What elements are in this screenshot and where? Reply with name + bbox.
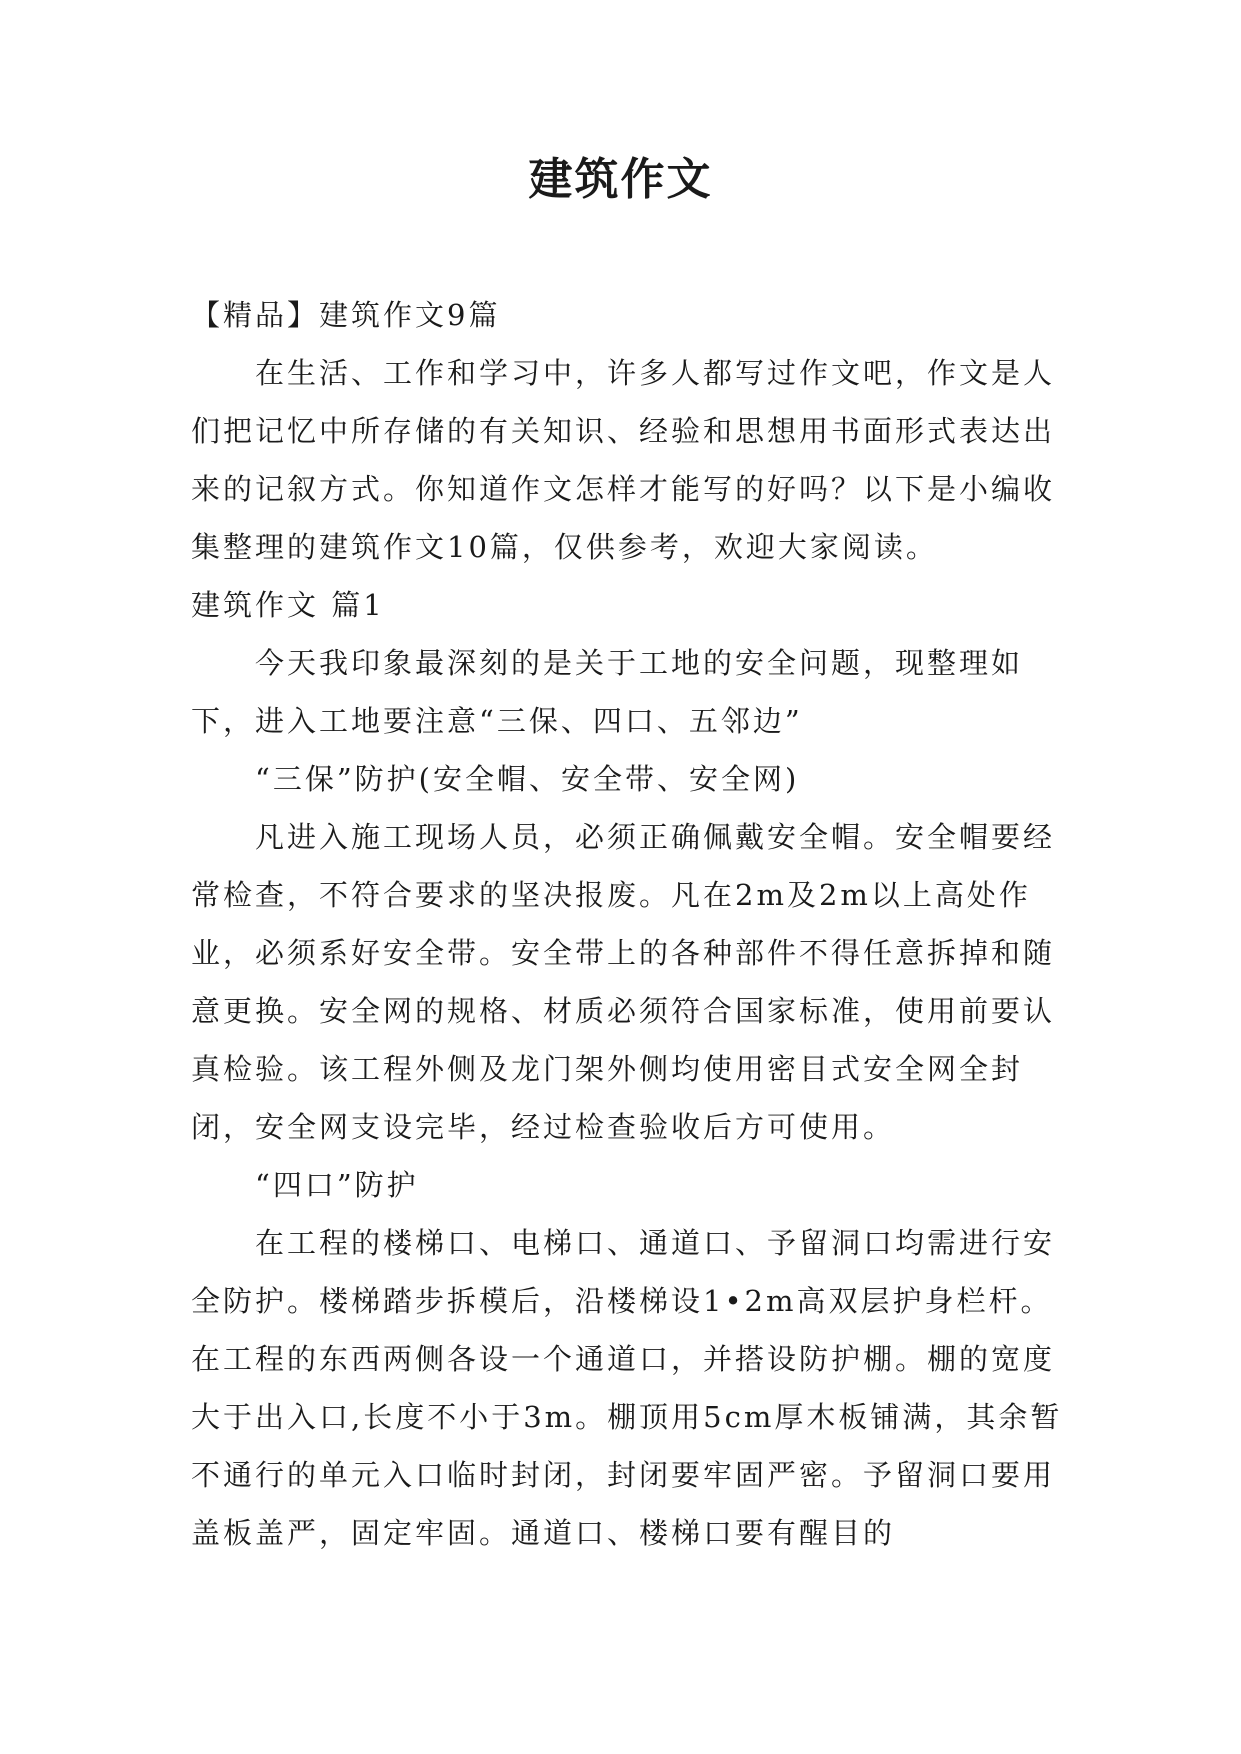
paragraph-four-openings: 在工程的楼梯口、电梯口、通道口、予留洞口均需进行安全防护。楼梯踏步拆模后，沿楼梯设1•2m高双层护身栏杆。在工程的东西两侧各设一个通道口，并搭设防护棚。棚的宽度大于出入口,长度不小于3m。棚顶用5cm厚木板铺满，其余暂不通行的单元入口临时封闭，封闭要牢固严密。予留洞口要用盖板盖严，固定牢固。通道口、楼梯口要有醒目的 [191,1226,1063,1550]
paragraph-subtitle: 【精品】建筑作文9篇 [191,298,501,332]
paragraph-three-protections-heading: “三保”防护(安全帽、安全带、安全网) [255,762,800,796]
paragraph-three-protections: 凡进入施工现场人员，必须正确佩戴安全帽。安全帽要经常检查，不符合要求的坚决报废。凡在2m及2m以上高处作业，必须系好安全带。安全带上的各种部件不得任意拆掉和随意更换。安全网的规格、材质必须符合国家标准，使用前要认真检验。该工程外侧及龙门架外侧均使用密目式安全网全封闭，安全网支设完毕，经过检查验收后方可使用。 [191,820,1056,1144]
section-heading: 建筑作文 篇1 [191,588,385,622]
paragraph-four-openings-heading: “四口”防护 [255,1168,419,1202]
document-title: 建筑作文 [528,154,713,205]
paragraph-intro: 在生活、工作和学习中，许多人都写过作文吧，作文是人们把记忆中所存储的有关知识、经验和思想用书面形式表达出来的记叙方式。你知道作文怎样才能写的好吗？以下是小编收集整理的建筑作文10篇，仅供参考，欢迎大家阅读。 [191,356,1056,564]
paragraph-safety-intro: 今天我印象最深刻的是关于工地的安全问题，现整理如下，进入工地要注意“三保、四口、五邻边” [191,646,1024,738]
document-body [191,286,1071,1562]
